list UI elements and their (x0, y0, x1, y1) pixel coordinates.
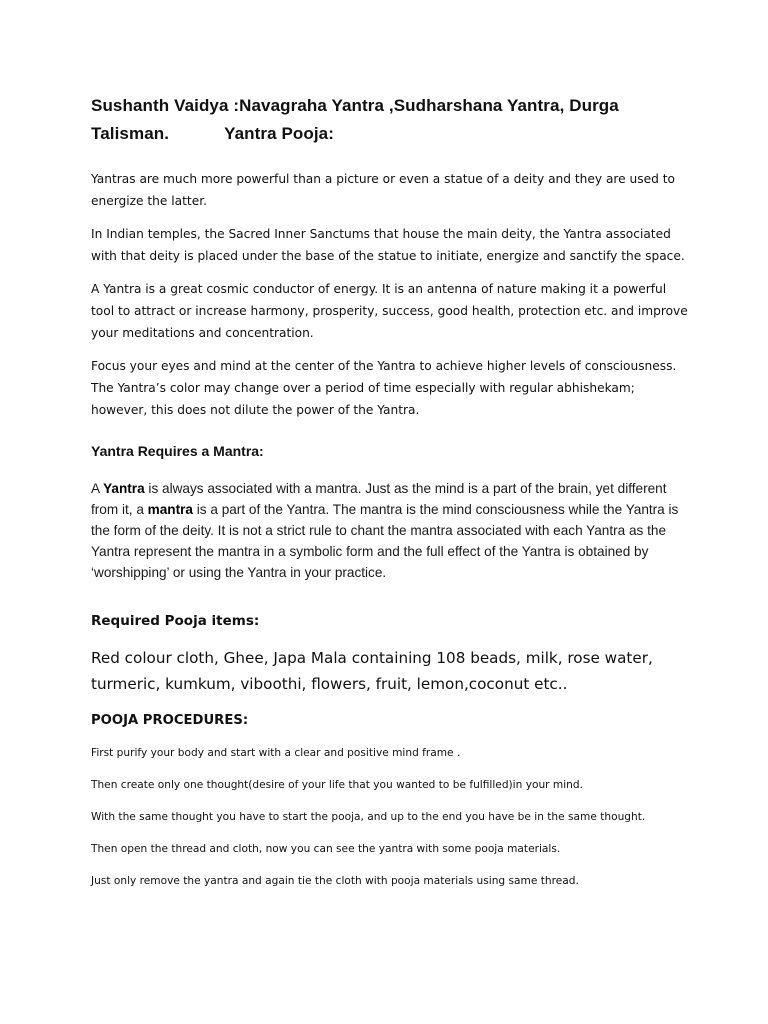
title-line-2-right: Yantra Pooja: (224, 124, 335, 143)
document-page (91, 92, 691, 905)
procedure-step: Then open the thread and cloth, now you can see the yantra with some pooja materials. (91, 843, 561, 855)
page-title (91, 92, 691, 148)
mantra-text-part: is a part of the Yantra. The mantra is the mind consciousness while the Yantra is the form of the deity. It is not a strict rule to chant the mantra associated with each Yantra as the Yantra represent the mantra in a symbolic form and the full effect of the Yantra is obtained by ‘worshipping’ or using the Yantra in your practice. (91, 502, 679, 580)
mantra-bold-yantra: Yantra (103, 481, 145, 496)
intro-paragraph: Focus your eyes and mind at the center of the Yantra to achieve higher levels of consciousness. The Yantra’s color may change over a period of time especially with regular abhishekam; however, this does not dilute the power of the Yantra. (91, 359, 677, 417)
intro-paragraph: A Yantra is a great cosmic conductor of energy. It is an antenna of nature making it a powerful tool to attract or increase harmony, prosperity, success, good health, protection etc. and improve your meditations and concentration. (91, 282, 688, 340)
mantra-text-part: is always associated with a mantra. Just as the mind is a part of the brain, yet different from it, a (91, 481, 667, 517)
procedures-heading: POOJA PROCEDURES: (91, 713, 249, 728)
procedure-step: With the same thought you have to start the pooja, and up to the end you have be in the same thought. (91, 811, 646, 823)
mantra-section-heading: Yantra Requires a Mantra: (91, 443, 264, 459)
title-line-1: Sushanth Vaidya :Navagraha Yantra ,Sudharshana Yantra, Durga (91, 96, 619, 115)
intro-paragraph: In Indian temples, the Sacred Inner Sanctums that house the main deity, the Yantra associated with that deity is placed under the base of the statue to initiate, energize and sanctify the space. (91, 227, 685, 263)
intro-paragraph: Yantras are much more powerful than a picture or even a statue of a deity and they are used to energize the latter. (91, 172, 675, 208)
mantra-text-part: A (91, 481, 104, 496)
title-line-2-left: Talisman. (91, 124, 170, 143)
procedure-step: First purify your body and start with a clear and positive mind frame . (91, 747, 461, 759)
procedure-step: Just only remove the yantra and again tie the cloth with pooja materials using same thread. (91, 875, 579, 887)
pooja-items-list: Red colour cloth, Ghee, Japa Mala containing 108 beads, milk, rose water, turmeric, kumkum, viboothi, flowers, fruit, lemon,coconut etc.. (91, 649, 653, 693)
pooja-items-heading: Required Pooja items: (91, 613, 260, 629)
mantra-bold-mantra: mantra (147, 502, 193, 517)
mantra-paragraph (91, 478, 691, 583)
procedure-step: Then create only one thought(desire of your life that you wanted to be fulfilled)in your mind. (91, 779, 583, 791)
